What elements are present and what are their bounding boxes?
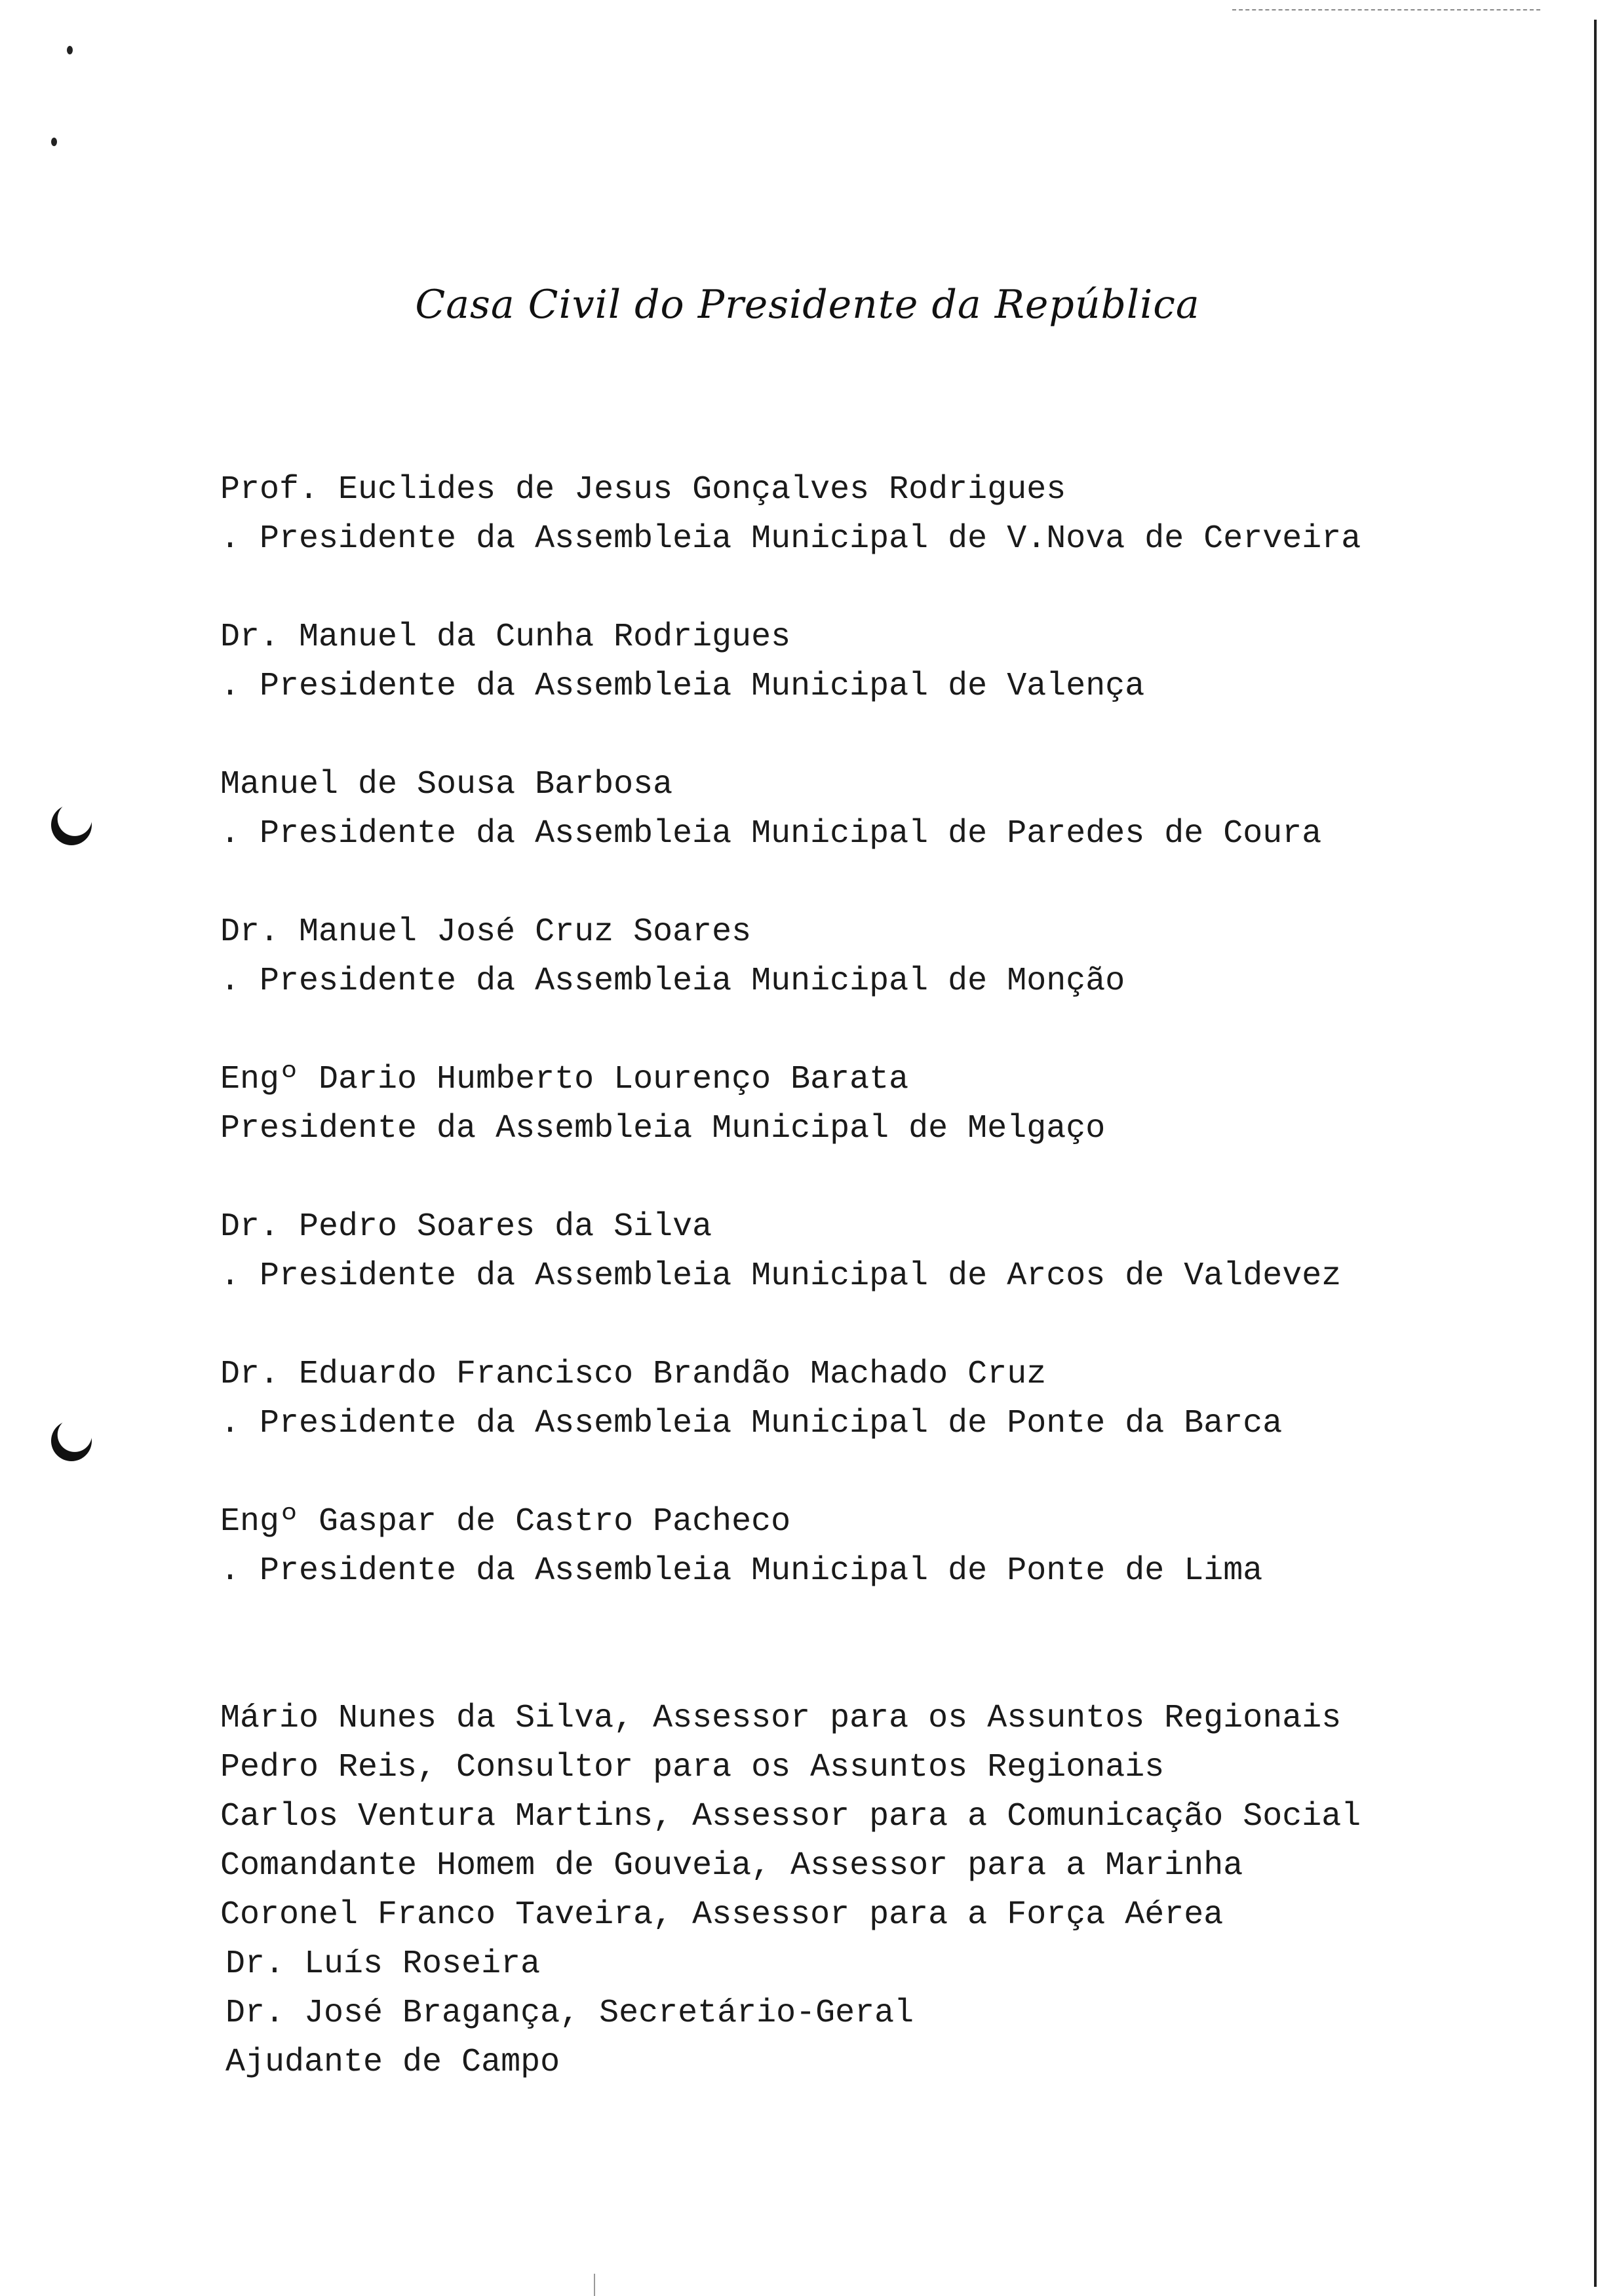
scan-speck: [67, 46, 73, 54]
entry-name: Manuel de Sousa Barbosa: [220, 766, 673, 803]
staff-line: Comandante Homem de Gouveia, Assessor para a Marinha: [220, 1847, 1243, 1885]
entry-role: . Presidente da Assembleia Municipal de Valença: [220, 668, 1145, 705]
staff-line: Dr. Luís Roseira: [225, 1945, 541, 1983]
punch-hole-icon: [51, 1421, 92, 1461]
entry-name: Engº Gaspar de Castro Pacheco: [220, 1503, 791, 1540]
list-item: [220, 760, 1466, 858]
list-item: [220, 1350, 1466, 1448]
top-edge-mark: [1232, 9, 1540, 10]
letterhead-title: Casa Civil do Presidente da República: [415, 282, 1200, 328]
entry-role: . Presidente da Assembleia Municipal de Paredes de Coura: [220, 815, 1322, 852]
list-item: [220, 1202, 1466, 1301]
scan-mark: [594, 2274, 595, 2296]
entry-name: Prof. Euclides de Jesus Gonçalves Rodrigues: [220, 471, 1066, 508]
punch-hole-icon: [51, 805, 92, 845]
page-edge-line: [1594, 20, 1597, 2287]
entry-role: . Presidente da Assembleia Municipal de Ponte de Lima: [220, 1552, 1263, 1590]
scan-speck: [51, 138, 57, 146]
entry-name: Dr. Eduardo Francisco Brandão Machado Cruz: [220, 1356, 1047, 1393]
staff-line: Ajudante de Campo: [225, 2044, 560, 2081]
list-item: [220, 1055, 1466, 1153]
staff-line: Dr. José Bragança, Secretário-Geral: [225, 1995, 914, 2032]
entry-role: Presidente da Assembleia Municipal de Melgaço: [220, 1110, 1106, 1147]
entry-name: Dr. Manuel da Cunha Rodrigues: [220, 619, 791, 656]
entry-name: Dr. Pedro Soares da Silva: [220, 1208, 712, 1246]
entry-name: Dr. Manuel José Cruz Soares: [220, 913, 752, 951]
staff-line: Carlos Ventura Martins, Assessor para a Comunicação Social: [220, 1798, 1361, 1835]
entry-role: . Presidente da Assembleia Municipal de Ponte da Barca: [220, 1405, 1283, 1442]
entry-role: . Presidente da Assembleia Municipal de V.Nova de Cerveira: [220, 520, 1361, 558]
list-item: [220, 613, 1466, 711]
entry-role: . Presidente da Assembleia Municipal de Arcos de Valdevez: [220, 1257, 1342, 1295]
staff-line: Pedro Reis, Consultor para os Assuntos Regionais: [220, 1749, 1165, 1786]
staff-line: Mário Nunes da Silva, Assessor para os Assuntos Regionais: [220, 1700, 1342, 1737]
list-item: [220, 465, 1466, 564]
staff-line: Coronel Franco Taveira, Assessor para a Força Aérea: [220, 1896, 1224, 1934]
entry-role: . Presidente da Assembleia Municipal de Monção: [220, 963, 1125, 1000]
recipient-list: [220, 465, 1466, 2087]
list-item: [220, 908, 1466, 1006]
staff-list: [220, 1694, 1466, 2087]
list-item: [220, 1497, 1466, 1596]
entry-name: Engº Dario Humberto Lourenço Barata: [220, 1061, 909, 1098]
